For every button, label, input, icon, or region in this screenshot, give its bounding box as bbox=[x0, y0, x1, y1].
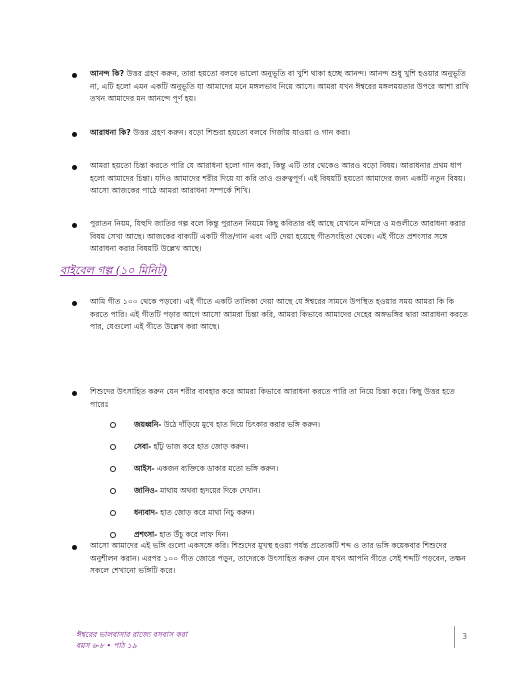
footer-divider bbox=[454, 626, 455, 648]
circle-bullet-icon bbox=[110, 488, 116, 494]
footer-title: ঈশ্বরের ভালবাসার রাজ্যে বসবাস করা bbox=[76, 630, 188, 639]
sub-list-item bbox=[134, 486, 434, 508]
bullet-icon bbox=[72, 73, 77, 78]
term-label: আইস- bbox=[134, 464, 155, 473]
sub-list-item bbox=[134, 442, 434, 464]
list-item bbox=[72, 68, 472, 106]
circle-bullet-icon bbox=[110, 444, 116, 450]
bullet-icon bbox=[72, 223, 77, 228]
item-text: উঠে দাঁড়িয়ে মুখে হাত দিয়ে চিৎকার করার ভঙ্গি করুন। bbox=[161, 420, 321, 429]
paragraph-text: পুরাতন নিয়ম, যিহুদি জাতির গল্প বলে কিন্তু পুরাতন নিয়মে কিছু কবিতার বই আছে যেখানে মন্দিরে ও মণ্ডলীতে আরাধনা করার বিষয় সেখা আছে। আজকের বাক্যটি একটি গীত/গান এবং এটি দেয়া হয়েছে গীতসংহিতা থেকে। এই গীতে প্রশংসার সঙ্গে আরাধনা করার বিষয়টি উল্লেখ আছে। bbox=[90, 219, 466, 254]
bullet-icon bbox=[72, 301, 77, 306]
sub-list-item bbox=[134, 508, 434, 530]
list-item bbox=[72, 127, 472, 140]
paragraph-text: আমি গীত ১০০ থেকে পড়বো। এই গীতে একটি তালিকা দেয়া আছে যে ঈশ্বরের সামনে উপস্থিত হওয়ার সময় আমরা কি কি করতে পারি। এই গীতটি পড়ার আগে আসো আমরা চিন্তা করি, আমরা কিভাবে আমাদের দেহের অঙ্গভঙ্গির দ্বারা আরাধনা করতে পার, যেগুলো এই গীতে উল্লেখ করা আছে। bbox=[90, 297, 468, 332]
list-item bbox=[72, 540, 472, 578]
bullet-icon bbox=[72, 132, 77, 137]
circle-bullet-icon bbox=[110, 532, 116, 538]
circle-bullet-icon bbox=[110, 510, 116, 516]
term-label: প্রশংসা- bbox=[134, 530, 158, 539]
item-text: হাঁটু ভাজ করে হাত জোড় করুন। bbox=[151, 442, 249, 451]
paragraph-text: আমরা হয়তো চিন্তা করতে পারি যে আরাধনা হলো গান করা, কিন্তু এটি তার থেকেও আরও বড়ো বিষয়। আরাধনার প্রথম ধাপ হলো আমাদের চিন্তা। যদিও আমাদের শরীর দিয়ে যা করি তাও গুরুত্বপূর্ণ। এই বিষয়টি হয়তো আমাদের জন্য একটি নতুন বিষয়। আসো আজকের পাঠে আমরা আরাধনা সম্পর্কে শিখি। bbox=[90, 161, 466, 196]
paragraph-text: শিশুদের উৎসাহিত করুন যেন শরীর ব্যবহার করে আমরা কিভাবে আরাধনা করতে পারি তা নিয়ে চিন্তা করে। কিছু উত্তর হতে পারেঃ bbox=[90, 387, 455, 409]
sub-list-item bbox=[134, 420, 434, 442]
list-item bbox=[72, 160, 472, 198]
list-item bbox=[72, 386, 472, 411]
item-text: হাত জোড় করে মাথা নিচু করুন। bbox=[157, 508, 255, 517]
circle-bullet-icon bbox=[110, 422, 116, 428]
page-number: 3 bbox=[462, 632, 468, 641]
footer bbox=[76, 629, 376, 651]
term-label: আনন্দ কি? bbox=[90, 69, 125, 78]
item-text: একজন ব্যক্তিকে ডাকার মতো ভঙ্গি করুন। bbox=[154, 464, 279, 473]
bullet-icon bbox=[72, 391, 77, 396]
term-label: আরাধনা কি? bbox=[90, 128, 131, 137]
paragraph-text: আসো আমাদের এই ভঙ্গি গুলো একসঙ্গে করি। শিশুদের মুখস্থ হওয়া পর্যন্ত প্রত্যেকটি শব্দ ও তার ভঙ্গি কয়েকবার শিশুদের অনুশীলন করান। এরপর ১০০ গীত জোরে পড়ুন, তাদেরকে উৎসাহিত করুন যেন যখন আপনি গীতে সেই শব্দটি পড়বেন, তক্ষন সকলে শেখানো ভঙ্গিটি করে। bbox=[90, 541, 466, 576]
paragraph-text: উত্তর গ্রহণ করুন। বড়ো শিশুরা হয়তো বলবে গির্জায় যাওয়া ও গান করা। bbox=[130, 128, 351, 137]
bullet-icon bbox=[72, 165, 77, 170]
term-label: সেবা- bbox=[134, 442, 152, 451]
term-label: জয়ধ্বনি- bbox=[134, 420, 162, 429]
term-label: ধন্যবাদ- bbox=[134, 508, 158, 517]
bullet-icon bbox=[72, 545, 77, 550]
term-label: জানিও- bbox=[134, 486, 158, 495]
item-text: মাথায় অথবা হৃদয়ের দিকে দেখান। bbox=[157, 486, 261, 495]
sub-list bbox=[134, 420, 434, 552]
paragraph-text: উত্তর গ্রহণ করুন, তারা হয়তো বলবে ভালো অনুভূতি বা খুশি থাকা হচ্ছে আনন্দ। আনন্দ শুধু খুশি হওয়ার অনুভূতি না, এটি হলো এমন একটি অনুভূতি যা আমাদের মনে মঙ্গলভাব নিয়ে আসে। আমরা যখন ঈশ্বরের মঙ্গলময়তার উপরে আশা রাখি তখন আমাদের মন আনন্দে পূর্ণ হয়। bbox=[90, 69, 469, 104]
list-item bbox=[72, 218, 472, 256]
circle-bullet-icon bbox=[110, 466, 116, 472]
footer-subtitle: বয়স ৬-৮ • পাঠ ১৯ bbox=[76, 641, 137, 650]
list-item bbox=[72, 296, 472, 334]
item-text: হাত উঁচু করে লাফ দিন। bbox=[157, 530, 229, 539]
sub-list-item bbox=[134, 464, 434, 486]
section-heading: বাইবেল গল্প (১০ মিনিট) bbox=[60, 264, 168, 277]
